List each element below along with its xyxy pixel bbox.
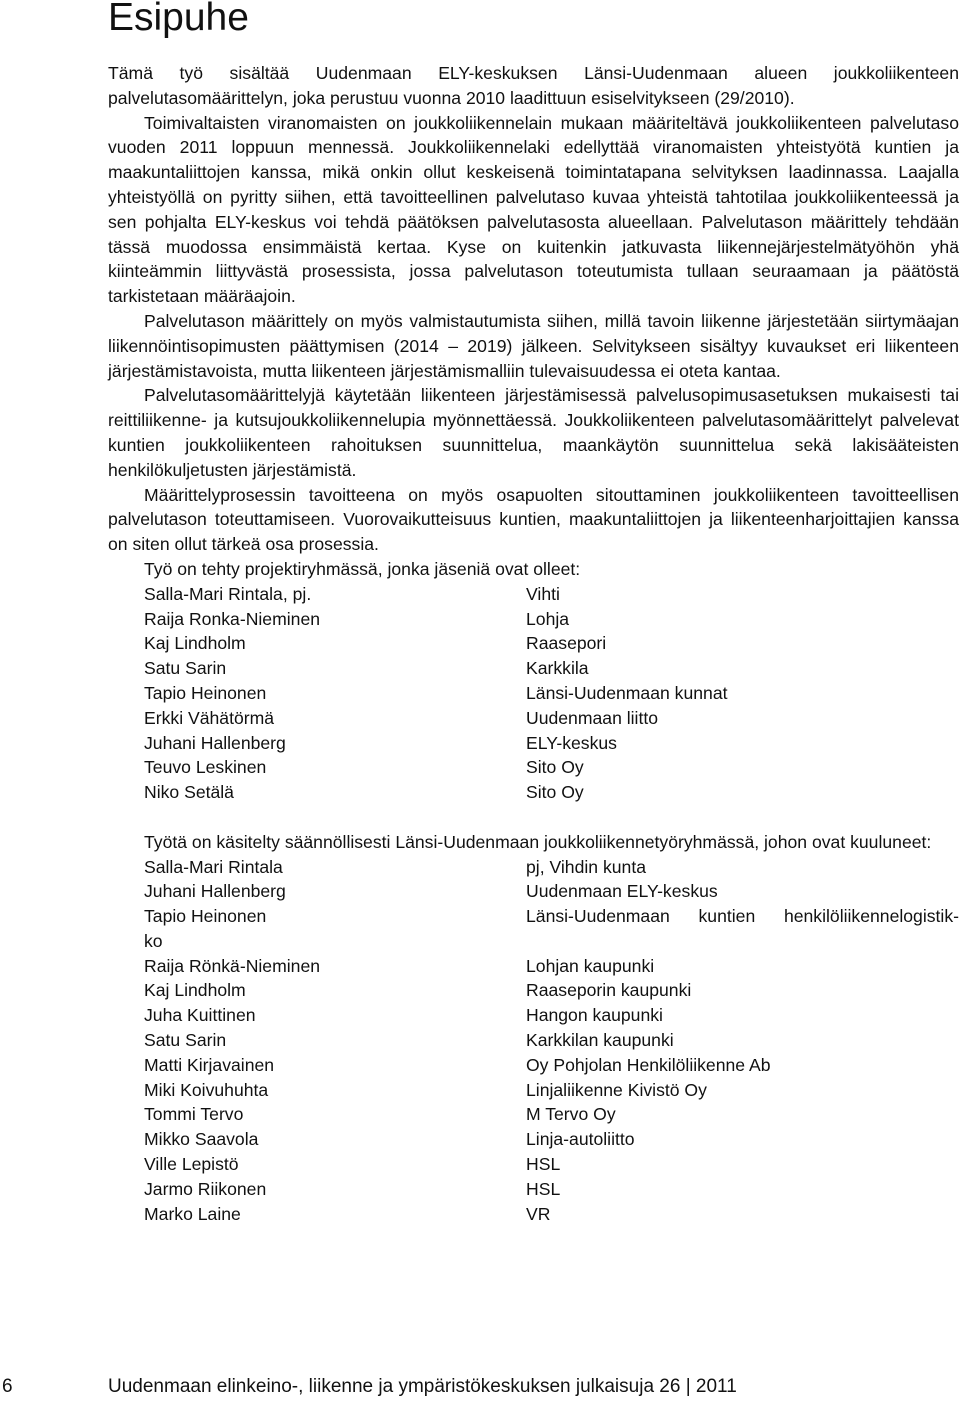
list-item — [108, 904, 959, 929]
member-organization: Länsi-Uudenmaan kuntien henkilöliikennelogistik- — [526, 906, 959, 927]
list-item — [108, 755, 959, 780]
list-item — [108, 1202, 959, 1227]
member-organization: HSL — [526, 1178, 561, 1199]
list-item — [108, 681, 959, 706]
list-item — [108, 1028, 959, 1053]
list-item — [108, 1177, 959, 1202]
member-name: Ville Lepistö — [144, 1154, 239, 1175]
list-item — [108, 1053, 959, 1078]
project-group-list — [108, 582, 959, 805]
list-item — [108, 1127, 959, 1152]
member-name: Juha Kuittinen — [144, 1005, 256, 1026]
member-name: Matti Kirjavainen — [144, 1054, 275, 1075]
member-organization: pj, Vihdin kunta — [526, 856, 646, 877]
member-name: Marko Laine — [144, 1203, 241, 1224]
list-item — [108, 978, 959, 1003]
member-organization: HSL — [526, 1154, 561, 1175]
member-organization: Raasepori — [526, 633, 607, 654]
list-item — [108, 879, 959, 904]
member-organization: Sito Oy — [526, 757, 584, 778]
page-title: Esipuhe — [108, 0, 249, 39]
member-organization: Lohjan kaupunki — [526, 955, 655, 976]
member-name: Erkki Vähätörmä — [144, 707, 275, 728]
publication-title: Uudenmaan elinkeino-, liikenne ja ympäristökeskuksen julkaisuja 26 | 2011 — [108, 1376, 737, 1397]
member-name: Salla-Mari Rintala, pj. — [144, 583, 312, 604]
list-item — [108, 1003, 959, 1028]
member-name: Miki Koivuhuhta — [144, 1079, 269, 1100]
list-item — [108, 631, 959, 656]
member-name: Raija Ronka-Nieminen — [144, 608, 321, 629]
member-organization: VR — [526, 1203, 551, 1224]
member-name: Satu Sarin — [144, 1030, 227, 1051]
list-item — [108, 1102, 959, 1127]
member-organization: Uudenmaan ELY-keskus — [526, 881, 718, 902]
member-name: Kaj Lindholm — [144, 980, 246, 1001]
list-item — [108, 1152, 959, 1177]
working-group-list — [108, 855, 959, 1227]
member-organization: Oy Pohjolan Henkilöliikenne Ab — [526, 1054, 771, 1075]
list-item — [108, 954, 959, 979]
list-item-continuation — [108, 929, 959, 954]
member-name: Satu Sarin — [144, 658, 227, 679]
member-organization: M Tervo Oy — [526, 1104, 616, 1125]
member-name: Juhani Hallenberg — [144, 881, 286, 902]
member-name: Tommi Tervo — [144, 1104, 244, 1125]
member-organization: ELY-keskus — [526, 732, 617, 753]
member-name: Teuvo Leskinen — [144, 757, 267, 778]
member-name: Niko Setälä — [144, 782, 234, 803]
list-item — [108, 607, 959, 632]
member-name: Tapio Heinonen — [144, 682, 267, 703]
paragraph-commitment: Määrittelyprosessin tavoitteena on myös osapuolten sitouttaminen joukkoliikenteen tavoitteellisen palvelutason toteuttamiseen. Vuorovaikutteisuus kuntien, maakuntaliittojen ja liikenteenharjoittajien kanssa on siten ollut tärkeä osa prosessia. — [108, 484, 959, 555]
list-item — [108, 656, 959, 681]
list-item — [108, 1078, 959, 1103]
list-item — [108, 582, 959, 607]
member-organization: Raaseporin kaupunki — [526, 980, 692, 1001]
member-name: Jarmo Riikonen — [144, 1178, 267, 1199]
member-name: Salla-Mari Rintala — [144, 856, 283, 877]
paragraph-intro: Tämä työ sisältää Uudenmaan ELY-keskuksen Länsi-Uudenmaan alueen joukkoliikenteen palvelutasomäärittelyn, joka perustuu vuonna 2010 laadittuun esiselvitykseen (29/2010). — [108, 63, 959, 108]
list-item — [108, 780, 959, 805]
member-organization: Karkkilan kaupunki — [526, 1030, 674, 1051]
project-group-intro: Työ on tehty projektiryhmässä, jonka jäseniä ovat olleet: — [144, 558, 581, 579]
page-number: 6 — [2, 1376, 13, 1397]
member-name: Kaj Lindholm — [144, 633, 246, 654]
member-organization: Linjaliikenne Kivistö Oy — [526, 1079, 707, 1100]
member-organization: Lohja — [526, 608, 570, 629]
member-name: Juhani Hallenberg — [144, 732, 286, 753]
list-item — [108, 731, 959, 756]
member-organization: Sito Oy — [526, 782, 584, 803]
paragraph-transition: Palvelutason määrittely on myös valmistautumista siihen, millä tavoin liikenne järjestetään siirtymäajan liikennöintisopimusten päättymisen (2014 – 2019) jälkeen. Selvitykseen sisältyy kuvaukset eri liikenteen järjestämistavoista, mutta liikenteen järjestämismalliin tulevaisuudessa ei oteta kantaa. — [108, 310, 959, 381]
member-organization: Karkkila — [526, 658, 589, 679]
list-item — [108, 706, 959, 731]
member-name: Mikko Saavola — [144, 1129, 259, 1150]
member-organization: Vihti — [526, 583, 560, 604]
member-organization: Länsi-Uudenmaan kunnat — [526, 682, 728, 703]
paragraph-usage: Palvelutasomäärittelyjä käytetään liikenteen järjestämisessä palvelusopimusasetuksen mukaisesti tai reittiliikenne- ja kutsujoukkoliikennelupia myönnettäessä. Joukkoliikenteen palvelutasomäärittelyt palvelevat kuntien joukkoliikenteen rahoituksen suunnittelua, maankäytön suunnittelua sekä lakisääteisten henkilökuljetusten järjestämistä. — [108, 385, 959, 480]
document-body — [108, 61, 959, 1226]
working-group-intro: Työtä on käsitelty säännöllisesti Länsi-Uudenmaan joukkoliikennetyöryhmässä, johon ovat kuuluneet: — [144, 831, 932, 852]
section-spacer — [108, 805, 959, 830]
member-organization: Hangon kaupunki — [526, 1005, 663, 1026]
member-name: Raija Rönkä-Nieminen — [144, 955, 321, 976]
list-item — [108, 855, 959, 880]
page-footer — [0, 1375, 960, 1399]
member-organization: Linja-autoliitto — [526, 1129, 635, 1150]
member-organization: Uudenmaan liitto — [526, 707, 659, 728]
member-name: Tapio Heinonen — [144, 906, 267, 927]
member-organization-continuation: ko — [144, 930, 163, 951]
paragraph-legislation: Toimivaltaisten viranomaisten on joukkoliikennelain mukaan määriteltävä joukkoliikenteen palvelutaso vuoden 2011 loppuun mennessä. Joukkoliikennelaki edellyttää viranomaisten yhteistyötä kuntien ja maakuntaliittojen kanssa, mikä onkin ollut keskeisenä toimintatapana selvityksen laadinnassa. Laajalla yhteistyöllä on pyritty siihen, että tavoitteellinen palvelutaso kuvaa yhteistä tahtotilaa joukkoliikenteessä ja sen pohjalta ELY-keskus voi tehdä päätöksen palvelutasosta alueellaan. Palvelutason määrittely tehdään tässä muodossa ensimmäistä kertaa. Kyse on kuitenkin jatkuvasta liikennejärjestelmätyöhön yhä kiinteämmin liittyvästä prosessista, jossa palvelutason toteutumista tullaan seuraamaan ja päätöstä tarkistetaan määräajoin. — [108, 112, 959, 307]
